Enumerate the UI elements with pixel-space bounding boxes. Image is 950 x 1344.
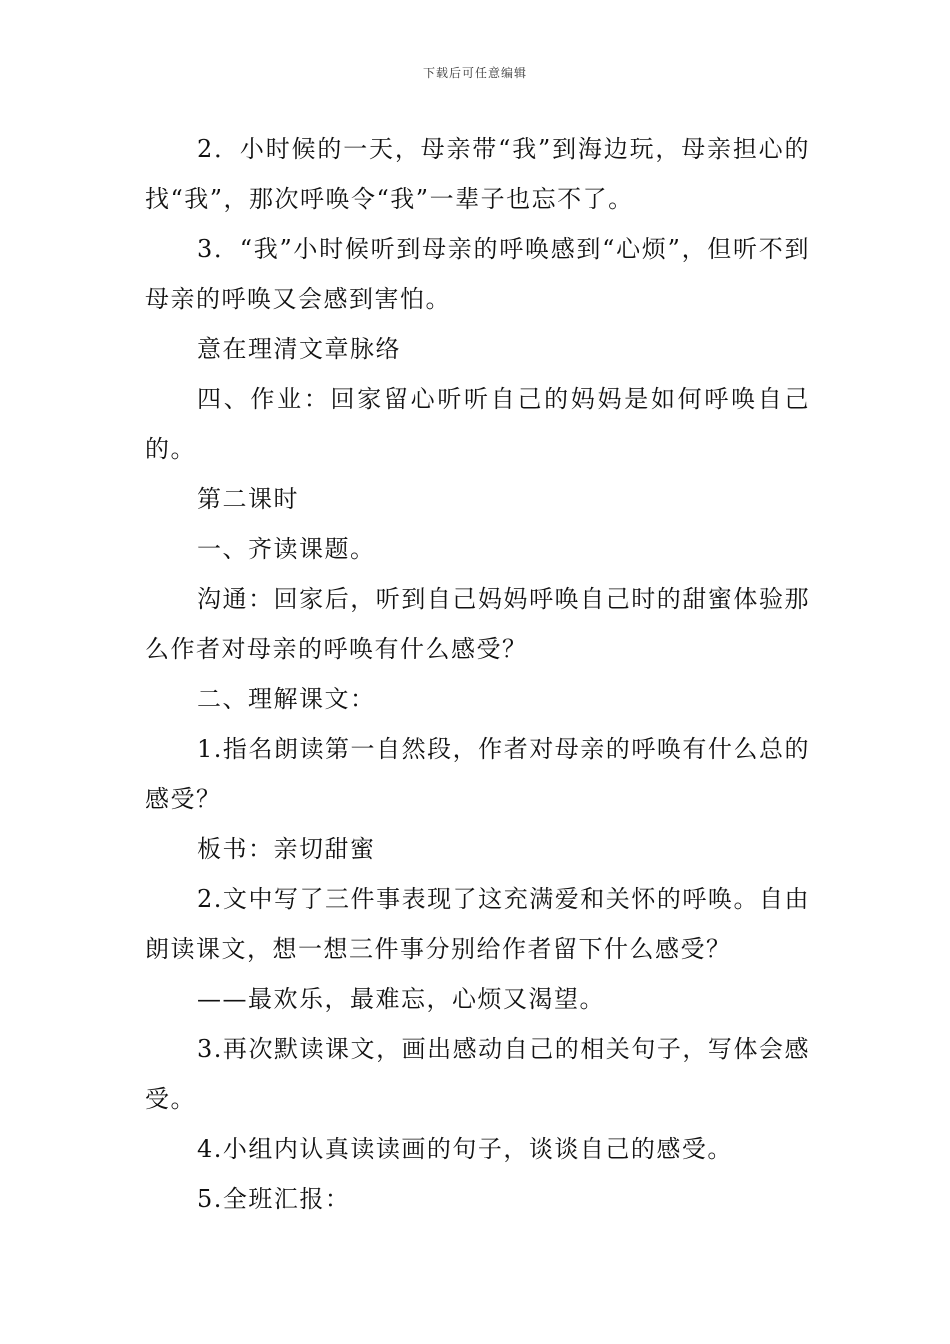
paragraph-2: 3．“我”小时候听到母亲的呼唤感到“心烦”，但听不到母亲的呼唤又会感到害怕。 <box>145 235 810 313</box>
page-header-note: 下载后可任意编辑 <box>422 66 527 80</box>
paragraph-6: 一、齐读课题。 <box>197 535 376 563</box>
paragraph-13: 3.再次默读课文，画出感动自己的相关句子，写体会感受。 <box>145 1035 810 1113</box>
paragraph-3: 意在理清文章脉络 <box>197 335 401 363</box>
paragraph-8: 二、理解课文： <box>197 685 376 713</box>
paragraph-homework: 四、作业：回家留心听听自己的妈妈是如何呼唤自己的。 <box>145 385 810 463</box>
paragraph-12: ——最欢乐，最难忘，心烦又渴望。 <box>197 985 605 1013</box>
paragraph-14: 4.小组内认真读读画的句子，谈谈自己的感受。 <box>197 1135 733 1163</box>
document-body <box>145 124 810 1224</box>
paragraph-7: 沟通：回家后，听到自己妈妈呼唤自己时的甜蜜体验那么作者对母亲的呼唤有什么感受？ <box>145 585 810 663</box>
paragraph-10: 板书：亲切甜蜜 <box>197 835 376 863</box>
paragraph-15: 5.全班汇报： <box>197 1185 351 1213</box>
lesson-two-heading: 第二课时 <box>197 485 299 513</box>
paragraph-11: 2.文中写了三件事表现了这充满爱和关怀的呼唤。自由朗读课文，想一想三件事分别给作者留下什么感受？ <box>145 885 810 963</box>
paragraph-1: 2．小时候的一天，母亲带“我”到海边玩，母亲担心的找“我”，那次呼唤令“我”一辈子也忘不了。 <box>145 135 810 213</box>
paragraph-9: 1.指名朗读第一自然段，作者对母亲的呼唤有什么总的感受？ <box>145 735 810 813</box>
